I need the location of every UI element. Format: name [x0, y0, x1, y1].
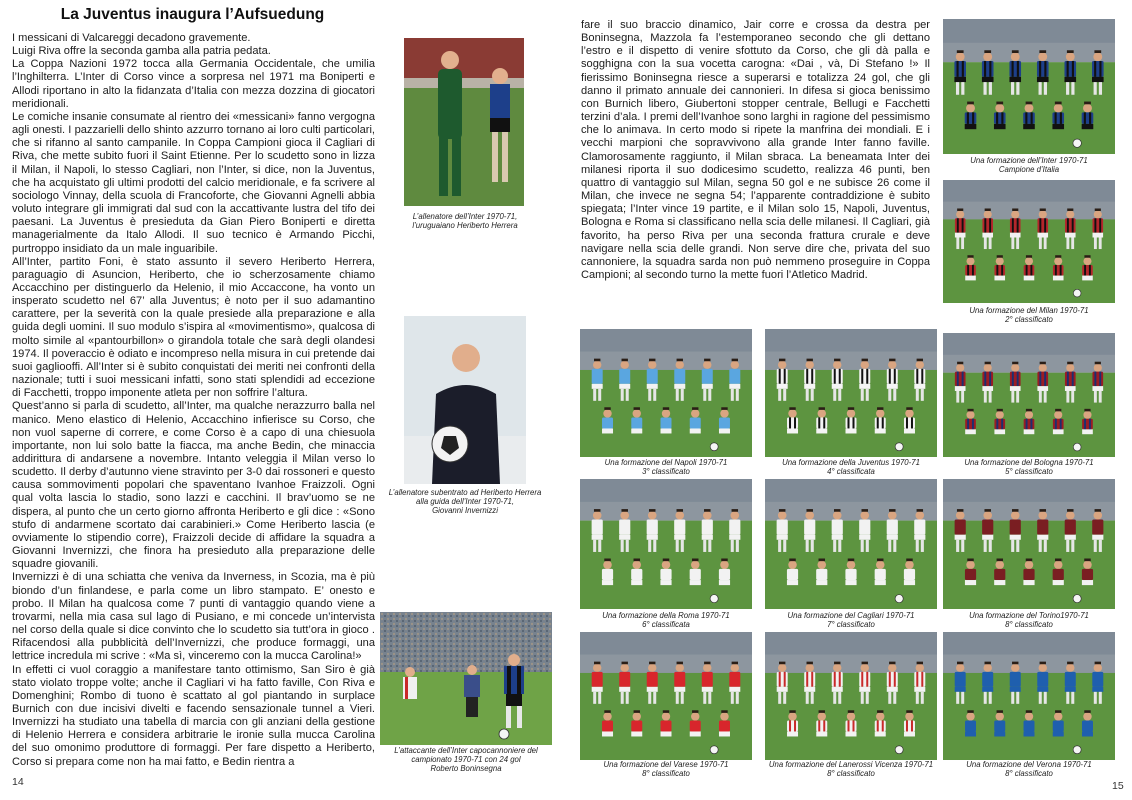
team-photo-verona — [943, 632, 1115, 760]
team-photo-roma — [580, 479, 752, 609]
caption-line: 3° classificato — [642, 467, 690, 476]
caption-line: 2° classificato — [1005, 315, 1053, 324]
caption-line: 8° classificato — [642, 769, 690, 778]
article-paragraph: All’Inter, partito Foni, è stato assunto il severo Heriberto Herrera, paraguagio di Asuncion, Heriberto, che io scherzosamente chiamo Accacchino per distinguerlo da Helenio, il mio Accaccone, ha vonto un insperato scudetto nel 67’ alla Juventus; è noto per il suo adamantino carattere, per la severità con la quale presiede alla preparazione e alla guida degli uomini. Il suo modulo s’ispira al «movimentismo», qualcosa di molto simile al «pantourbillon» o girandola totale che sarà degli olandesi 1974. Il poveraccio è odiato e incompreso nella misura in cui pretende dai suoi gagliooffi. All’Inter si è subito conquistati dei meriti nei confronti della nazionale; tutti i suoi messicani infatti, sono stati splendidi ad eccezione di Facchetti, troppo imponente atleta per non soffrire l’altura. — [12, 255, 375, 400]
caption-team-bologna — [939, 458, 1119, 476]
caption-team-napoli — [576, 458, 756, 476]
article-paragraph: I messicani di Valcareggi decadono gravemente. — [12, 32, 251, 44]
team-photo-vicenza — [765, 632, 937, 760]
caption-team-milan — [939, 306, 1119, 324]
team-photo-milan — [943, 180, 1115, 303]
article-paragraph: Le comiche insanie consumate al rientro dei «messicani» fanno vergogna agli onesti. I pazzarielli dello shinto azzurro tornano ai loro culti particolari, che si rifanno al santo campanile. In Coppa Campioni gioca il Cagliari di Riva, che mette subito fuori il Saint Etienne. Per lo scudetto sono in lizza il Milan, il Napoli, lo stesso Cagliari, non l’Inter, si dice, non la Juventus, che ha acquistato gli ultimi prodotti del calcio meridionale, e fa scrivere al sociologo Vinnay, della scuola di Francoforte, che Giovanni Agnelli abbia voluto integrare gli immigrati dal sud con la accattivante lustra del tifo dei paesani. La Juventus è presieduta da Gian Piero Boniperti e diretta managerialmente da Italo Allodi. Il suo tecnico è Armando Picchi, purtroppo insidiato da un male inguaribile. — [12, 110, 375, 255]
caption-team-cagliari — [761, 611, 941, 629]
caption-line: 7° classificato — [827, 620, 875, 629]
photo-giovanni-invernizzi — [404, 316, 526, 484]
page-number-left: 14 — [12, 776, 24, 788]
team-photo-inter — [943, 19, 1115, 154]
team-photo-varese — [580, 632, 752, 760]
caption-line: Una formazione del Cagliari 1970-71 — [787, 611, 915, 620]
team-photo-torino — [943, 479, 1115, 609]
caption-line: Una formazione del Bologna 1970-71 — [964, 458, 1094, 467]
article-body-left — [12, 32, 375, 772]
article-paragraph: In effetti ci vuol coraggio a manifestare tanto ottimismo, San Siro è già stato violato troppe volte; anche il Cagliari vi ha fatto faville, Con Riva e Domenghini; Rombo di tuono è scattato al gol piantando in surplace Burnich con due incisivi divelti e facendo sensazionale tunnel a Vieri. Invernizzi ha studiato una tabella di marcia con gli anziani della gestione di Helenio Herrera e considera arbitrarie le ironie sulla mucca Carolina del suo omonimo produttore di formaggi. Per fare dispetto a Heriberto, Corso si prepara come non ha mai fatto, e Bedin rientra a — [12, 663, 375, 768]
caption-line: Una formazione del Milan 1970-71 — [969, 306, 1089, 315]
caption-team-verona — [939, 760, 1119, 778]
caption-line: Una formazione del Varese 1970-71 — [603, 760, 729, 769]
caption-roberto-boninsegna: L’attaccante dell’Inter capocannoniere del campionato 1970-71 con 24 gol Roberto Boninsegna — [394, 746, 538, 773]
caption-giovanni-invernizzi: L’allenatore subentrato ad Heriberto Herrera alla guida dell’Inter 1970-71, Giovanni Invernizzi — [388, 488, 542, 515]
caption-line: 4° classificata — [827, 467, 875, 476]
caption-line: 5° classificato — [1005, 467, 1053, 476]
article-paragraph: Quest’anno si parla di scudetto, all’Inter, ma qualche nerazzurro balla nel manico. Meno elastico di Helenio, Accacchino infierisce su Corso, che non vuol saperne di correre, e come Corso è a capo di una chiesuola importante, non lui solo batte la fiacca, ma anche Bedin, che minaccia addirittura di andarsene a novembre. Intanto veleggia il Milan verso lo scudetto. Il derby d’autunno viene stravinto per 3-0 dai rossoneri e questo causa sommovimenti popolari che spaventano Ivanhoe Fraizzoli. Ogni qual volta lascia lo stadio, sono lazzi e cacchini. Il brav’uomo se ne dispera, al punto che un certo giorno affronta Heriberto e gli dice : «Sono stufo di andarmene scortato dai carabinieri.» Come Heriberto lascia (e ovviamente lo stipendio corre), Fraizzoli decide di affidare la squadra a Giovanni Invernizzi, che finora ha presieduto alla preparazione delle squadre giovanili. — [12, 400, 375, 571]
article-body-middle — [581, 19, 930, 324]
article-paragraph: fare il suo braccio dinamico, Jair corre e crossa da destra per Boninsegna, Mazzola fa l’estemporaneo secondo che gli dettano l’estro e il dispetto di venire sfottuto da Corso, che gli dà palla e sogghigna con la sua vocetta carogna: «Dai , và, Di Stefano !» Il fierissimo Boninsegna riesce a superarsi e totalizza 24 gol, che gli danno il primato annuale dei cannonieri. In difesa si gioca benissimo con Burnich libero, Giubertoni stopper centrale, Bellugi e Facchetti terzini d’ala. I premi dell’Ivanhoe sono larghi in ragione del pessimismo che lo animava. In certo modo si ripete la manfrina dei mondiali. E i vecchi marpioni che sopravvivono alla grande Inter fanno faville. Clamorosamente raggiunto, il Milan sbraca. La beneamata Inter dei milanesi riporta il suo dodicesimo scudetto, realizza 46 punti, ben quattro di vantaggio sul Milan, segna 50 gol e ne subisce 26 come il Milan, che invece ne segna 54; l’apparente contraddizione è subito spiegata; l’Inter vince 19 partite, e il Milan solo 15, Napoli, Juventus, Bologna e Roma si classificano nella scia delle milanesi. Il Cagliari, già favorito, ha perso Riva per una seconda frattura crurale e deve navigare nella scia delle grandi. Non serve dire che, privata del suo cannoniere, la squadra sarda non può nemmeno proseguire in Coppa Campioni; al secondo turno la mette fuori l’Atletico Madrid. — [581, 19, 930, 281]
article-paragraph: La Coppa Nazioni 1972 tocca alla Germania Occidentale, che umilia l’Inghilterra. L’Inter di Corso vince a sorpresa nel 1971 ma Boniperti e Allodi riportano in alto la fidanzata d’Italia con mezza dozzina di giocatori meridionali. — [12, 58, 375, 110]
caption-team-vicenza — [761, 760, 941, 778]
caption-line: Una formazione della Roma 1970-71 — [602, 611, 730, 620]
caption-line: Una formazione del Napoli 1970-71 — [604, 458, 728, 467]
caption-line: Campione d’Italia — [998, 165, 1060, 174]
caption-line: 6° classificata — [642, 620, 690, 629]
photo-roberto-boninsegna — [380, 612, 552, 745]
caption-line: 8° classificato — [1005, 769, 1053, 778]
caption-team-juventus — [761, 458, 941, 476]
team-photo-napoli — [580, 329, 752, 457]
caption-team-torino — [939, 611, 1119, 629]
caption-team-inter — [939, 156, 1119, 174]
caption-heriberto-herrera: L’allenatore dell’Inter 1970-71, l’uruguaiano Heriberto Herrera — [412, 212, 518, 230]
caption-line: Una formazione dell’Inter 1970-71 — [970, 156, 1088, 165]
team-photo-juventus — [765, 329, 937, 457]
caption-line: Una formazione del Verona 1970-71 — [966, 760, 1092, 769]
team-photo-cagliari — [765, 479, 937, 609]
article-title: La Juventus inaugura l’Aufsuedung — [60, 6, 325, 23]
article-paragraph: Invernizzi è di una schiatta che veniva da Inverness, in Scozia, ma è più biondo d’un finlandese, e parla come un libro stampato. E’ onesto e probo. Il Milan ha qualcosa come 7 punti di vantaggio quando viene a trovarmi, nella mia casa sul lago di Pusiano, e mi concede un’intervista nel corso della quale si dice convinto che lo scudetto sia tutt’ora in gioco . Rifacendosi alla pubblicità dell’Invernizzi, che produce formaggi, una lettrice incredula mi scrive : «Ma sì, vinceremo con la mucca Carolina!» — [12, 571, 375, 663]
caption-line: 8° classificato — [827, 769, 875, 778]
caption-line: 8° classificato — [1005, 620, 1053, 629]
caption-team-roma — [576, 611, 756, 629]
article-paragraph: Luigi Riva offre la seconda gamba alla patria pedata. — [12, 45, 271, 58]
caption-team-varese — [576, 760, 756, 778]
caption-line: Una formazione della Juventus 1970-71 — [782, 458, 920, 467]
team-photo-bologna — [943, 333, 1115, 457]
caption-line: Una formazione del Torino1970-71 — [969, 611, 1089, 620]
caption-line: Una formazione del Lanerossi Vicenza 1970-71 — [768, 760, 934, 769]
photo-heriberto-herrera — [404, 38, 524, 206]
page-number-right: 15 — [1112, 780, 1124, 792]
